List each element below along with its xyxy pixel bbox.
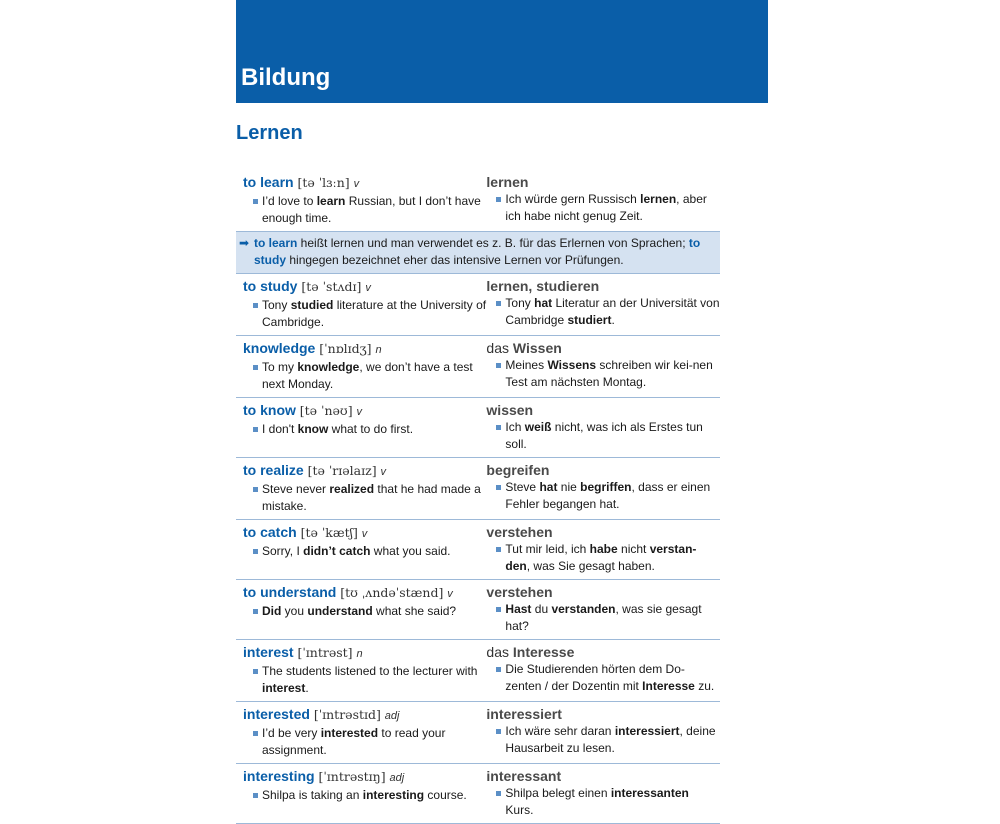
example-text: Ich wäre sehr daran xyxy=(505,724,615,738)
example-text: . xyxy=(611,313,615,327)
example-text: I’d love to xyxy=(262,194,317,208)
highlight-word: hat xyxy=(534,296,553,310)
bullet-icon xyxy=(496,197,501,202)
english-headword xyxy=(243,583,486,603)
highlight-word: weiß xyxy=(524,420,552,434)
example-text: Kurs. xyxy=(505,803,534,817)
part-of-speech: adj xyxy=(384,710,400,722)
highlight-word: Wissens xyxy=(547,358,597,372)
example-text: I’d be very xyxy=(262,726,321,740)
german-column xyxy=(486,173,720,227)
english-headword xyxy=(243,461,486,481)
english-lemma: to understand xyxy=(243,584,337,600)
example-text: Steve xyxy=(505,480,540,494)
example-text: I don't xyxy=(262,422,298,436)
example-text: Shilpa is taking an xyxy=(262,788,363,802)
pronunciation: [ˈɪntrəstɪd] xyxy=(313,707,381,722)
chapter-title: Bildung xyxy=(241,64,331,91)
arrow-right-icon: ➡ xyxy=(239,236,250,250)
example-text: Russian, but I don’t have enough time. xyxy=(262,194,481,225)
example-text: . xyxy=(305,681,309,695)
highlight-word: Interesse xyxy=(642,679,695,693)
note-keyword: to learn xyxy=(254,236,298,250)
part-of-speech: v xyxy=(361,528,368,540)
section-title: Lernen xyxy=(236,122,303,144)
example-sentence xyxy=(486,357,720,391)
english-lemma: to catch xyxy=(243,524,297,540)
german-column xyxy=(486,583,720,635)
highlight-word: interest xyxy=(262,681,306,695)
example-sentence xyxy=(486,419,720,453)
highlight-word: habe xyxy=(589,542,618,556)
example-text: nie xyxy=(557,480,581,494)
english-column xyxy=(243,461,486,515)
german-headword xyxy=(486,767,720,785)
english-lemma: interested xyxy=(243,706,310,722)
example-sentence xyxy=(486,479,720,513)
highlight-word: know xyxy=(297,422,329,436)
english-lemma: interesting xyxy=(243,768,315,784)
example-text: to read your assignment. xyxy=(262,726,446,757)
highlight-word: learn xyxy=(316,194,346,208)
pronunciation: [tə ˈstʌdɪ] xyxy=(301,279,362,294)
pronunciation: [ˈɪntrəst] xyxy=(297,645,353,660)
german-translation: lernen, studieren xyxy=(486,278,600,294)
part-of-speech: v xyxy=(365,282,371,294)
example-sentence xyxy=(486,785,720,819)
example-sentence xyxy=(243,481,486,515)
bullet-icon xyxy=(253,487,258,492)
bullet-icon xyxy=(496,729,501,734)
german-column xyxy=(486,523,720,575)
english-headword xyxy=(243,523,486,543)
highlight-word: studiert xyxy=(567,313,612,327)
example-text: Tony xyxy=(505,296,535,310)
note-text: hingegen bezeichnet eher das intensive Lernen vor Prüfungen. xyxy=(286,253,624,267)
german-headword xyxy=(486,523,720,541)
example-text: what she said? xyxy=(372,604,457,618)
english-column xyxy=(243,705,486,759)
german-headword xyxy=(486,643,720,661)
german-headword xyxy=(486,173,720,191)
german-article: das xyxy=(486,340,513,356)
english-headword xyxy=(243,643,486,663)
vocab-entry xyxy=(236,336,720,398)
german-headword xyxy=(486,277,720,295)
example-sentence xyxy=(243,787,486,804)
german-translation: interessiert xyxy=(486,706,562,722)
bullet-icon xyxy=(253,427,258,432)
pronunciation: [tə ˈlɜːn] xyxy=(297,175,350,190)
highlight-word: interessanten xyxy=(610,786,689,800)
chapter-header xyxy=(236,0,768,103)
highlight-word: begriffen xyxy=(580,480,632,494)
german-headword xyxy=(486,461,720,479)
german-column xyxy=(486,401,720,453)
example-text: what you said. xyxy=(370,544,451,558)
example-text: course. xyxy=(424,788,467,802)
english-lemma: knowledge xyxy=(243,340,316,356)
example-text: , was Sie gesagt haben. xyxy=(526,559,655,573)
vocab-entry xyxy=(236,274,720,336)
part-of-speech: v xyxy=(356,406,362,418)
bullet-icon xyxy=(496,667,501,672)
english-column xyxy=(243,767,486,819)
example-sentence xyxy=(243,725,486,759)
pronunciation: [ˈnɒlɪdʒ] xyxy=(319,341,372,356)
example-text: , dass er einen Fehler begangen hat. xyxy=(505,480,711,511)
bullet-icon xyxy=(496,791,501,796)
german-translation: wissen xyxy=(486,402,534,418)
example-text: you xyxy=(281,604,308,618)
example-text: nicht xyxy=(617,542,650,556)
highlight-word: verstan-den xyxy=(505,542,697,573)
german-column xyxy=(486,767,720,819)
example-text: , was sie gesagt hat? xyxy=(505,602,702,633)
example-sentence xyxy=(486,541,720,575)
german-translation: interessant xyxy=(486,768,562,784)
vocab-entry xyxy=(236,764,720,824)
example-text: Shilpa belegt einen xyxy=(505,786,611,800)
english-headword xyxy=(243,767,486,787)
english-headword xyxy=(243,401,486,421)
example-text: Meines xyxy=(505,358,548,372)
note-text: heißt lernen und man verwendet es z. B. für das Erlernen von Sprachen; xyxy=(297,236,689,250)
german-column xyxy=(486,643,720,697)
bullet-icon xyxy=(253,199,258,204)
german-article: das xyxy=(486,644,513,660)
bullet-icon xyxy=(253,609,258,614)
example-text: Ich würde gern Russisch xyxy=(505,192,641,206)
german-column xyxy=(486,339,720,393)
highlight-word: studied xyxy=(290,298,334,312)
example-text: Sorry, I xyxy=(262,544,304,558)
example-sentence xyxy=(486,601,720,635)
pronunciation: [ˈɪntrəstɪŋ] xyxy=(318,769,386,784)
example-text: The students listened to the lecturer with xyxy=(262,664,478,678)
example-text: Steve never xyxy=(262,482,330,496)
example-text: du xyxy=(531,602,552,616)
example-text: zu. xyxy=(694,679,715,693)
english-lemma: to learn xyxy=(243,174,294,190)
highlight-word: didn’t catch xyxy=(303,544,371,558)
highlight-word: Did xyxy=(262,604,282,618)
bullet-icon xyxy=(253,731,258,736)
english-column xyxy=(243,401,486,453)
english-column xyxy=(243,523,486,575)
highlight-word: realized xyxy=(329,482,375,496)
german-column xyxy=(486,277,720,331)
example-text: Tony xyxy=(262,298,291,312)
vocab-entry xyxy=(236,580,720,640)
example-text: Literatur an der Universität von Cambridge xyxy=(505,296,720,327)
highlight-word: lernen xyxy=(640,192,677,206)
example-text: that he had made a mistake. xyxy=(262,482,481,513)
bullet-icon xyxy=(496,363,501,368)
german-headword xyxy=(486,401,720,419)
example-sentence xyxy=(243,359,486,393)
part-of-speech: v xyxy=(447,588,453,600)
bullet-icon xyxy=(253,549,258,554)
usage-note-text xyxy=(254,235,716,269)
part-of-speech: n xyxy=(375,344,382,356)
german-headword xyxy=(486,583,720,601)
highlight-word: knowledge xyxy=(297,360,360,374)
pronunciation: [tə ˈrɪəlaɪz] xyxy=(307,463,377,478)
highlight-word: Hast xyxy=(505,602,532,616)
bullet-icon xyxy=(253,303,258,308)
example-sentence xyxy=(243,421,486,438)
german-headword xyxy=(486,705,720,723)
bullet-icon xyxy=(496,425,501,430)
vocab-entry xyxy=(236,458,720,520)
example-sentence xyxy=(243,543,486,560)
example-text: , aber ich habe nicht genug Zeit. xyxy=(505,192,707,223)
note-keyword: to study xyxy=(254,236,701,267)
example-text: To my xyxy=(262,360,298,374)
vocab-entry xyxy=(236,702,720,764)
part-of-speech: v xyxy=(380,466,386,478)
example-sentence xyxy=(486,723,720,757)
part-of-speech: adj xyxy=(389,772,405,784)
example-text: , deine Hausarbeit zu lesen. xyxy=(505,724,716,755)
vocab-entry xyxy=(236,398,720,458)
german-headword xyxy=(486,339,720,357)
english-column xyxy=(243,643,486,697)
english-column xyxy=(243,173,486,227)
example-text: nicht, was ich als Erstes tun soll. xyxy=(505,420,703,451)
english-lemma: to realize xyxy=(243,462,304,478)
german-translation: verstehen xyxy=(486,584,553,600)
english-headword xyxy=(243,277,486,297)
example-sentence xyxy=(486,191,720,225)
example-text: , we don’t have a test next Monday. xyxy=(262,360,473,391)
german-column xyxy=(486,705,720,759)
highlight-word: verstanden xyxy=(551,602,616,616)
example-text: what to do first. xyxy=(328,422,414,436)
bullet-icon xyxy=(496,485,501,490)
bullet-icon xyxy=(253,793,258,798)
german-translation: lernen xyxy=(486,174,529,190)
example-text: literature at the University of Cambridge. xyxy=(262,298,487,329)
vocab-list xyxy=(236,170,720,824)
highlight-word: hat xyxy=(539,480,558,494)
example-sentence xyxy=(486,661,720,695)
example-text: Tut mir leid, ich xyxy=(505,542,590,556)
example-sentence xyxy=(243,193,486,227)
vocab-entry xyxy=(236,520,720,580)
example-sentence xyxy=(243,297,486,331)
english-column xyxy=(243,277,486,331)
german-column xyxy=(486,461,720,515)
german-translation: verstehen xyxy=(486,524,553,540)
part-of-speech: v xyxy=(353,178,360,190)
example-text: Die Studierenden hörten dem Do-zenten / der Dozentin mit xyxy=(505,662,685,693)
example-sentence xyxy=(486,295,720,329)
bullet-icon xyxy=(496,301,501,306)
part-of-speech: n xyxy=(356,648,363,660)
german-translation: Interesse xyxy=(512,644,575,660)
english-lemma: interest xyxy=(243,644,294,660)
pronunciation: [tə ˈkætʃ] xyxy=(300,525,358,540)
highlight-word: interessiert xyxy=(614,724,680,738)
example-sentence xyxy=(243,663,486,697)
english-lemma: to study xyxy=(243,278,298,294)
german-translation: Wissen xyxy=(512,340,562,356)
english-headword xyxy=(243,705,486,725)
example-text: schreiben wir kei-nen Test am nächsten Montag. xyxy=(505,358,713,389)
vocab-entry xyxy=(236,170,720,232)
english-lemma: to know xyxy=(243,402,296,418)
english-column xyxy=(243,583,486,635)
vocab-entry xyxy=(236,640,720,702)
bullet-icon xyxy=(496,607,501,612)
bullet-icon xyxy=(496,547,501,552)
english-column xyxy=(243,339,486,393)
bullet-icon xyxy=(253,365,258,370)
pronunciation: [tʊ ˌʌndəˈstænd] xyxy=(340,585,444,600)
usage-note xyxy=(236,232,720,274)
english-headword xyxy=(243,339,486,359)
german-translation: begreifen xyxy=(486,462,550,478)
english-headword xyxy=(243,173,486,193)
example-text: Ich xyxy=(505,420,525,434)
bullet-icon xyxy=(253,669,258,674)
pronunciation: [tə ˈnəʊ] xyxy=(299,403,353,418)
highlight-word: interested xyxy=(320,726,379,740)
example-sentence xyxy=(243,603,486,620)
highlight-word: understand xyxy=(307,604,373,618)
highlight-word: interesting xyxy=(362,788,425,802)
